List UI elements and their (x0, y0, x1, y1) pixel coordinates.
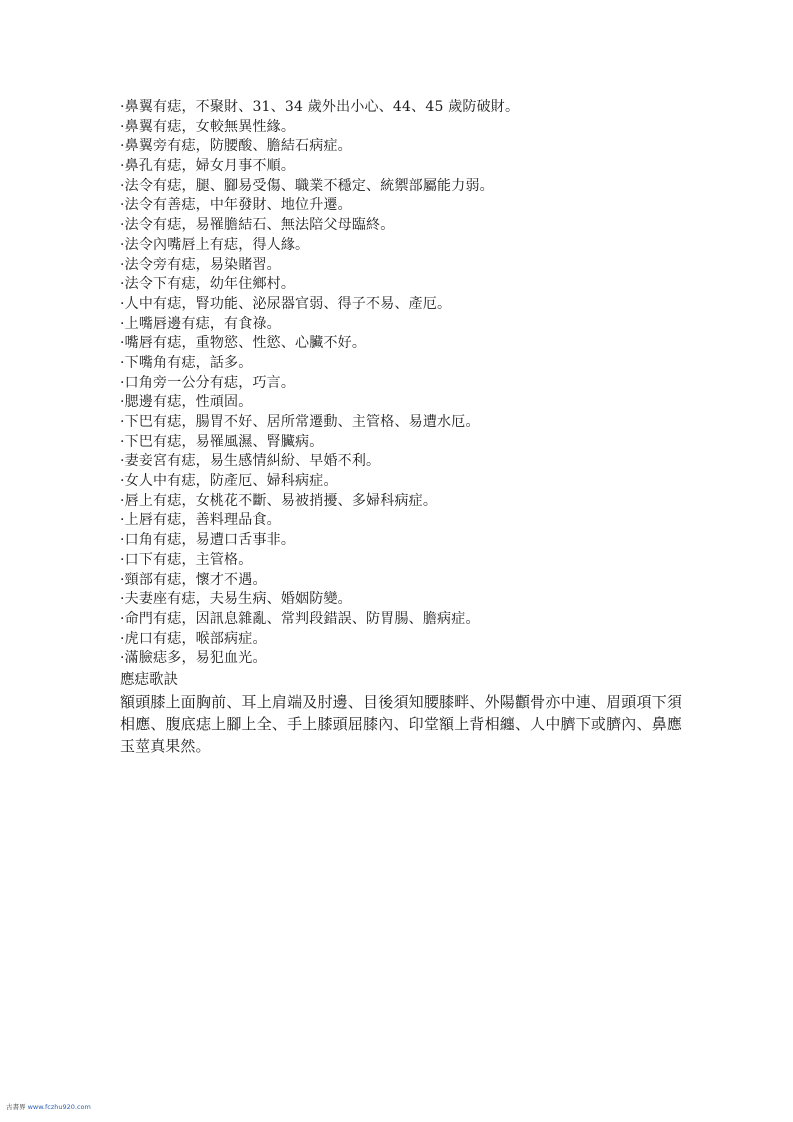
list-item: ·法令有善痣，中年發財、地位升遷。 (120, 197, 352, 214)
document-content (120, 98, 680, 757)
mole-list (120, 98, 680, 669)
list-item: ·腮邊有痣，性頑固。 (120, 394, 253, 411)
footer-url[interactable]: www.fczhu920.com (27, 1103, 91, 1111)
list-item: ·頸部有痣，懷才不遇。 (120, 571, 267, 588)
list-item: ·女人中有痣，防產厄、婦科病症。 (120, 473, 338, 490)
verse-paragraph: 額頭膝上面胸前、耳上肩端及肘邊、目後須知腰膝畔、外陽顴骨亦中連、眉頭項下須相應、腹底痣上腳上全、手上膝頭屈膝內、印堂額上背相纏、人中臍下或臍內、鼻應玉莖真果然。 (120, 692, 682, 755)
list-item: ·鼻翼旁有痣，防腰酸、膽結石病症。 (120, 138, 352, 155)
list-item: ·法令內嘴唇上有痣，得人緣。 (120, 236, 310, 253)
list-item: ·法令下有痣，幼年住鄉村。 (120, 276, 296, 293)
footer-site-name: 古書界 (6, 1103, 26, 1111)
list-item: ·法令有痣，易罹膽結石、無法陪父母臨終。 (120, 217, 395, 234)
list-item: ·人中有痣，腎功能、泌尿器官弱、得子不易、產厄。 (120, 295, 452, 312)
list-item: ·口角旁一公分有痣，巧言。 (120, 374, 296, 391)
list-item: ·下嘴角有痣，話多。 (120, 354, 253, 371)
list-item: ·唇上有痣，女桃花不斷、易被捎擾、多婦科病症。 (120, 492, 438, 509)
list-item: ·命門有痣，因訊息雜亂、常判段錯誤、防胃腸、膽病症。 (120, 610, 480, 627)
list-item: ·上嘴唇邊有痣，有食祿。 (120, 315, 281, 332)
list-item: ·滿臉痣多，易犯血光。 (120, 650, 267, 667)
list-item: ·口角有痣，易遭口舌事非。 (120, 532, 296, 549)
list-item: ·上唇有痣，善料理品食。 (120, 512, 281, 529)
list-item: ·妻妾宮有痣，易生感情糾紛、早婚不利。 (120, 453, 381, 470)
list-item: ·法令有痣，腿、腳易受傷、職業不穩定、統禦部屬能力弱。 (120, 177, 494, 194)
list-item: ·虎口有痣，喉部病症。 (120, 630, 267, 647)
section-title: 應痣歌訣 (120, 671, 178, 688)
list-item: ·嘴唇有痣，重物慾、性慾、心臟不好。 (120, 335, 367, 352)
page-footer (6, 1102, 91, 1111)
list-item: ·鼻翼有痣，女較無異性緣。 (120, 118, 296, 135)
list-item: ·鼻孔有痣，婦女月事不順。 (120, 158, 296, 175)
list-item: ·口下有痣，主管格。 (120, 551, 253, 568)
list-item: ·下巴有痣，腸胃不好、居所常遷動、主管格、易遭水厄。 (120, 414, 480, 430)
list-item: ·下巴有痣，易罹風濕、腎臟病。 (120, 433, 324, 450)
list-item: ·法令旁有痣，易染賭習。 (120, 256, 281, 273)
list-item: ·鼻翼有痣，不聚財、31、34 歲外出小心、44、45 歲防破財。 (120, 99, 520, 115)
list-item: ·夫妻座有痣，夫易生病、婚姻防變。 (120, 591, 352, 608)
